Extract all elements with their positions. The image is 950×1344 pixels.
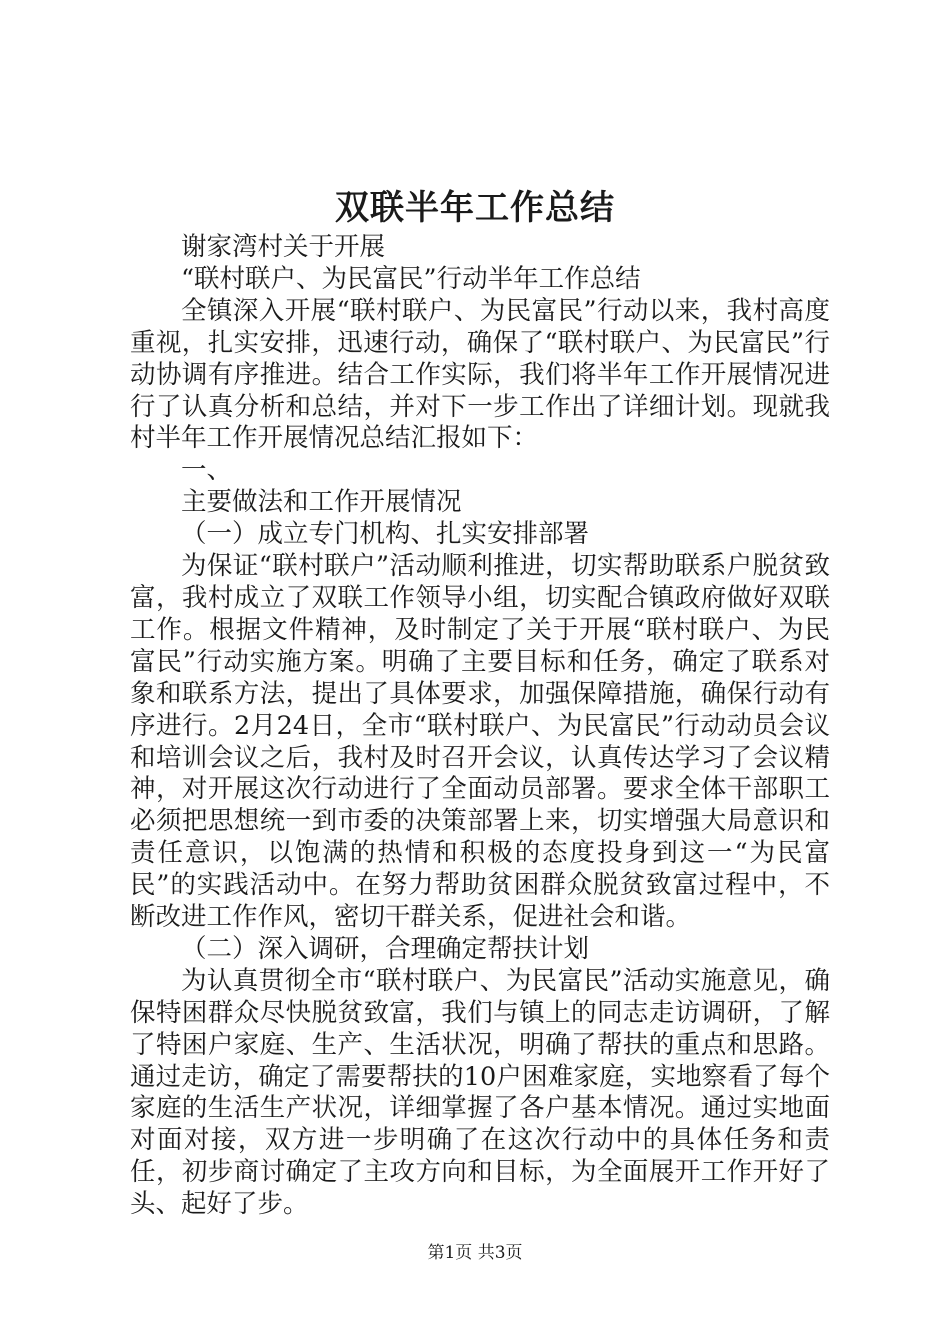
paragraph-intro-line-2: “联村联户、为民富民”行动半年工作总结 [181, 263, 641, 294]
document-body [130, 232, 830, 1221]
paragraph-subsection-2: 为认真贯彻全市“联村联户、为民富民”活动实施意见，确保特困群众尽快脱贫致富，我们与镇上的同志走访调研，了解了特困户家庭、生产、生活状况，明确了帮扶的重点和思路。通过走访，确定了需要帮扶的10户困难家庭，实地察看了每个家庭的生活生产状况，详细掌握了各户基本情况。通过实地面对面对接，双方进一步明确了在这次行动中的具体任务和责任，初步商讨确定了主攻方向和目标，为全面展开工作开好了头、起好了步。 [130, 965, 830, 1220]
subsection-heading-1: （一）成立专门机构、扎实安排部署 [181, 519, 590, 550]
section-heading: 主要做法和工作开展情况 [181, 487, 462, 518]
paragraph-intro-line-1: 谢家湾村关于开展 [181, 232, 386, 262]
section-number: 一、 [181, 455, 233, 486]
paragraph-subsection-1: 为保证“联村联户”活动顺利推进，切实帮助联系户脱贫致富，我村成立了双联工作领导小组，切实配合镇政府做好双联工作。根据文件精神，及时制定了关于开展“联村联户、为民富民”行动实施方案。明确了主要目标和任务，确定了联系对象和联系方法，提出了具体要求，加强保障措施，确保行动有序进行。2月24日，全市“联村联户、为民富民”行动动员会议和培训会议之后，我村及时召开会议，认真传达学习了会议精神，对开展这次行动进行了全面动员部署。要求全体干部职工必须把思想统一到市委的决策部署上来，切实增强大局意识和责任意识，以饱满的热情和积极的态度投身到这一“为民富民”的实践活动中。在努力帮助贫困群众脱贫致富过程中，不断改进工作作风，密切干群关系，促进社会和谐。 [130, 551, 830, 933]
paragraph-overview: 全镇深入开展“联村联户、为民富民”行动以来，我村高度重视，扎实安排，迅速行动，确保了“联村联户、为民富民”行动协调有序推进。结合工作实际，我们将半年工作开展情况进行了认真分析和总结，并对下一步工作出了详细计划。现就我村半年工作开展情况总结汇报如下： [130, 295, 830, 454]
subsection-heading-2: （二）深入调研，合理确定帮扶计划 [181, 933, 590, 964]
page-footer: 第1页 共3页 [427, 1243, 523, 1263]
document-title: 双联半年工作总结 [335, 188, 615, 228]
